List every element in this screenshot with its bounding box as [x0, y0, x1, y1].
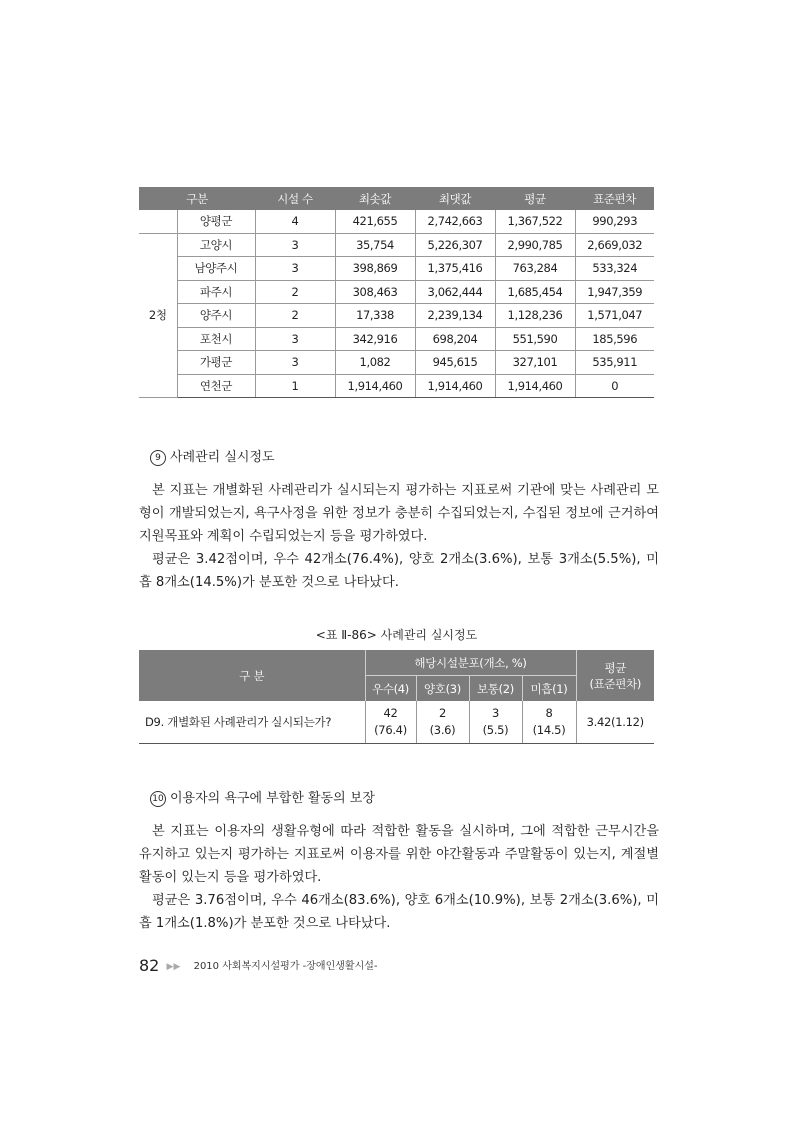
percent-value: (5.5): [482, 723, 509, 737]
paragraph: 본 지표는 개별화된 사례관리가 실시되는지 평가하는 지표로써 기관에 맞는 사례관리 모형이 개발되었는지, 욕구사정을 위한 정보가 충분히 수집되었는지, 수집된 정보에 근거하여 지원목표와 계획이 수립되었는지 등을 평가하였다.: [139, 483, 659, 544]
mean-value: 551,590: [495, 327, 575, 351]
region-name: 파주시: [177, 280, 255, 304]
region-name: 가평군: [177, 351, 255, 375]
table-row: [139, 327, 654, 351]
region-name: 남양주시: [177, 257, 255, 281]
table-row: [139, 701, 654, 744]
region-name: 포천시: [177, 327, 255, 351]
table-row: [139, 233, 654, 257]
header-good: 양호(3): [416, 676, 469, 702]
percent-value: (14.5): [532, 723, 566, 737]
mean-value: 1,367,522: [495, 210, 575, 233]
section-9-body: [139, 479, 659, 594]
max-value: 2,239,134: [415, 304, 495, 328]
mean-value: 2,990,785: [495, 233, 575, 257]
sd-value: 533,324: [575, 257, 654, 281]
table-row: [139, 304, 654, 328]
average-grade-cell: [469, 701, 522, 744]
sd-value: 535,911: [575, 351, 654, 375]
sd-value: 0: [575, 374, 654, 398]
sd-value: 2,669,032: [575, 233, 654, 257]
sd-value: 990,293: [575, 210, 654, 233]
section-9-heading: [150, 446, 275, 466]
facility-stats-table: [139, 187, 654, 398]
section-title: 사례관리 실시정도: [170, 450, 275, 465]
group-cell-empty: [139, 210, 177, 233]
good-cell: [416, 701, 469, 744]
count-value: 3: [491, 706, 500, 720]
facility-count: 1: [255, 374, 335, 398]
min-value: 308,463: [335, 280, 415, 304]
header-distribution: 해당시설분포(개소, %): [365, 650, 576, 676]
section-title: 이용자의 욕구에 부합한 활동의 보장: [170, 791, 375, 806]
average-sd-cell: 3.42(1.12): [576, 701, 654, 744]
paragraph: 평균은 3.42점이며, 우수 42개소(76.4%), 양호 2개소(3.6%), 보통 3개소(5.5%), 미흡 8개소(14.5%)가 분포한 것으로 나타났다.: [139, 552, 659, 590]
facility-count: 3: [255, 257, 335, 281]
count-value: 2: [438, 706, 447, 720]
header-average-line2: (표준편차): [589, 676, 642, 691]
paragraph: 평균은 3.76점이며, 우수 46개소(83.6%), 양호 6개소(10.9%), 보통 2개소(3.6%), 미흡 1개소(1.8%)가 분포한 것으로 나타났다.: [139, 893, 659, 931]
header-excellent: 우수(4): [365, 676, 416, 702]
mean-value: 1,914,460: [495, 374, 575, 398]
table-row: [139, 280, 654, 304]
footer-title: 2010 사회복지시설평가 -장애인생활시설-: [193, 961, 378, 972]
mean-value: 327,101: [495, 351, 575, 375]
mean-value: 763,284: [495, 257, 575, 281]
max-value: 3,062,444: [415, 280, 495, 304]
arrow-icon: ▶▶: [166, 962, 181, 972]
region-name: 양평군: [177, 210, 255, 233]
table-caption: <표 Ⅱ-86> 사례관리 실시정도: [315, 628, 478, 642]
facility-count: 2: [255, 280, 335, 304]
max-value: 5,226,307: [415, 233, 495, 257]
percent-value: (76.4): [374, 723, 407, 737]
group-label: 2청: [139, 233, 177, 398]
table-row: [139, 351, 654, 375]
max-value: 1,375,416: [415, 257, 495, 281]
header-mean: 평균: [495, 187, 575, 210]
section-10-body: [139, 820, 659, 935]
poor-cell: [522, 701, 576, 744]
header-category: 구 분: [139, 650, 365, 701]
percent-value: (3.6): [429, 723, 456, 737]
mean-value: 1,685,454: [495, 280, 575, 304]
min-value: 421,655: [335, 210, 415, 233]
table-row: [139, 257, 654, 281]
question-cell: D9. 개별화된 사례관리가 실시되는가?: [139, 701, 365, 744]
region-name: 연천군: [177, 374, 255, 398]
header-count: 시설 수: [255, 187, 335, 210]
sd-value: 1,571,047: [575, 304, 654, 328]
header-poor: 미흡(1): [522, 676, 576, 702]
facility-count: 3: [255, 327, 335, 351]
header-sd: 표준편차: [575, 187, 654, 210]
min-value: 1,082: [335, 351, 415, 375]
max-value: 945,615: [415, 351, 495, 375]
excellent-cell: [365, 701, 416, 744]
count-value: 8: [545, 706, 553, 720]
page-footer: [139, 956, 378, 975]
section-number-badge: 10: [150, 791, 166, 807]
sd-value: 1,947,359: [575, 280, 654, 304]
min-value: 35,754: [335, 233, 415, 257]
header-max: 최댓값: [415, 187, 495, 210]
min-value: 1,914,460: [335, 374, 415, 398]
facility-count: 3: [255, 233, 335, 257]
facility-count: 3: [255, 351, 335, 375]
paragraph: 본 지표는 이용자의 생활유형에 따라 적합한 활동을 실시하며, 그에 적합한 근무시간을 유지하고 있는지 평가하는 지표로써 이용자를 위한 야간활동과 주말활동이 있는지, 계절별 활동이 있는지 등을 평가하였다.: [139, 824, 659, 885]
header-category: 구분: [139, 187, 255, 210]
min-value: 17,338: [335, 304, 415, 328]
section-10-heading: [150, 787, 375, 807]
region-name: 양주시: [177, 304, 255, 328]
sd-value: 185,596: [575, 327, 654, 351]
header-average-line1: 평균: [604, 660, 627, 675]
table-row: [139, 374, 654, 398]
page-number: 82: [139, 956, 160, 975]
min-value: 342,916: [335, 327, 415, 351]
count-value: 42: [383, 706, 398, 720]
header-average: [576, 650, 654, 701]
case-management-table: [139, 650, 654, 744]
region-name: 고양시: [177, 233, 255, 257]
table-header-row: [139, 187, 654, 210]
min-value: 398,869: [335, 257, 415, 281]
header-min: 최솟값: [335, 187, 415, 210]
header-average-grade: 보통(2): [469, 676, 522, 702]
max-value: 1,914,460: [415, 374, 495, 398]
facility-count: 4: [255, 210, 335, 233]
max-value: 2,742,663: [415, 210, 495, 233]
mean-value: 1,128,236: [495, 304, 575, 328]
section-number-badge: 9: [150, 450, 166, 466]
max-value: 698,204: [415, 327, 495, 351]
table-header-row: [139, 650, 654, 676]
table-row: [139, 210, 654, 233]
facility-count: 2: [255, 304, 335, 328]
